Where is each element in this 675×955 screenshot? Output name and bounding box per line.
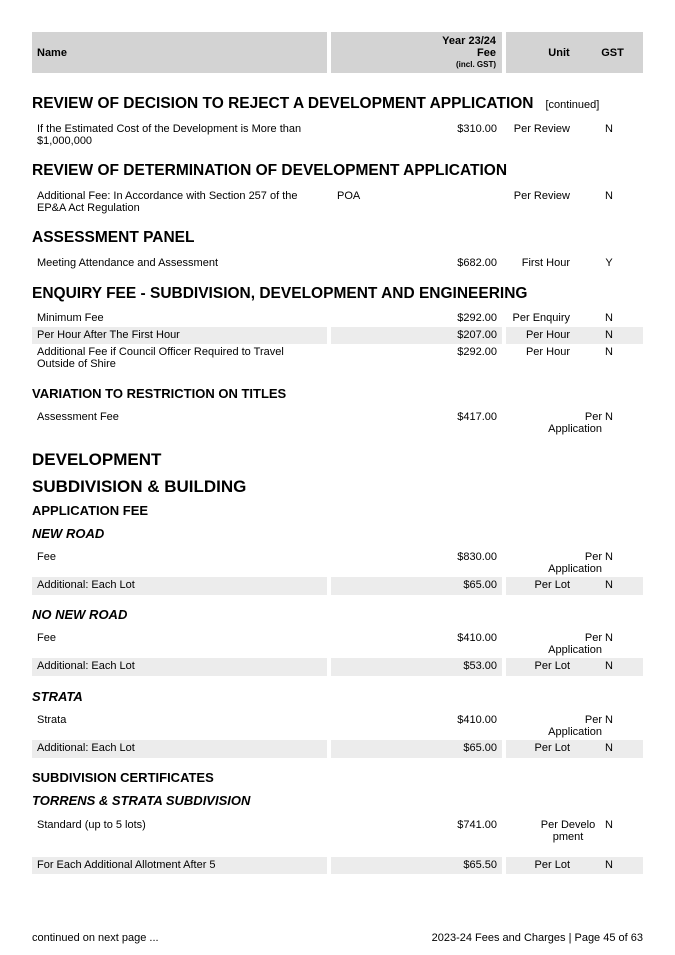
row-name: Additional: Each Lot <box>37 660 135 672</box>
row-unit: Per Application <box>548 714 602 738</box>
row-name: Additional: Each Lot <box>37 579 135 591</box>
table-row <box>32 121 643 149</box>
table-row <box>32 344 643 372</box>
section-no-new-road <box>32 607 127 622</box>
section-title: VARIATION TO RESTRICTION ON TITLES <box>32 386 287 401</box>
table-row <box>32 549 643 577</box>
table-row <box>32 188 643 216</box>
row-fee: $417.00 <box>457 411 497 423</box>
row-name: Standard (up to 5 lots) <box>37 819 146 831</box>
row-gst: N <box>605 579 613 591</box>
row-unit: Per Review <box>513 123 570 135</box>
row-fee: $65.00 <box>463 579 497 591</box>
table-row <box>32 409 643 437</box>
section-title: SUBDIVISION CERTIFICATES <box>32 770 214 785</box>
header-name-label: Name <box>37 46 67 59</box>
row-name: Additional: Each Lot <box>37 742 135 754</box>
section-review-determination <box>32 162 507 180</box>
row-gst: N <box>605 632 613 644</box>
row-fee: $741.00 <box>457 819 497 831</box>
table-row <box>32 327 643 344</box>
section-enquiry-fee <box>32 285 528 303</box>
row-gst: Y <box>605 257 613 269</box>
row-gst: N <box>605 346 613 358</box>
row-fee: $207.00 <box>457 329 497 341</box>
section-title: ASSESSMENT PANEL <box>32 229 195 246</box>
row-fee: $310.00 <box>457 123 497 135</box>
table-row <box>32 658 643 676</box>
row-gst: N <box>605 660 613 672</box>
table-row <box>32 310 643 327</box>
row-gst: N <box>605 329 613 341</box>
row-unit: Per Application <box>548 632 602 656</box>
row-name: Fee <box>37 551 56 563</box>
section-assessment-panel <box>32 229 195 247</box>
row-fee: $682.00 <box>457 257 497 269</box>
row-name: Per Hour After The First Hour <box>37 329 180 341</box>
header-fee <box>331 32 502 73</box>
continued-label: [continued] <box>545 99 600 111</box>
header-gst <box>582 32 643 73</box>
table-row <box>32 740 643 758</box>
row-name: For Each Additional Allotment After 5 <box>37 859 216 871</box>
footer-page-info: 2023-24 Fees and Charges | Page 45 of 63 <box>431 932 643 944</box>
row-fee: $410.00 <box>457 632 497 644</box>
section-title: ENQUIRY FEE - SUBDIVISION, DEVELOPMENT AND ENGINEERING <box>32 285 528 302</box>
row-fee: $410.00 <box>457 714 497 726</box>
table-row <box>32 857 643 874</box>
header-fee-line3: (incl. GST) <box>456 59 496 69</box>
section-variation <box>32 386 286 401</box>
section-title: STRATA <box>32 689 83 704</box>
row-unit: Per Lot <box>534 660 570 672</box>
row-fee: $65.00 <box>463 742 497 754</box>
section-torrens-strata <box>32 793 250 808</box>
row-unit: Per Development <box>540 819 596 843</box>
row-unit: Per Enquiry <box>512 312 570 324</box>
row-gst: N <box>605 714 613 726</box>
section-title: DEVELOPMENT <box>32 450 162 469</box>
header-fee-line1: Year 23/24 <box>442 34 496 47</box>
row-gst: N <box>605 190 613 202</box>
table-row <box>32 577 643 595</box>
section-subdivision-building <box>32 477 246 497</box>
row-gst: N <box>605 123 613 135</box>
row-fee: $830.00 <box>457 551 497 563</box>
section-strata <box>32 689 83 704</box>
row-gst: N <box>605 312 613 324</box>
row-unit: Per Review <box>513 190 570 202</box>
section-title: NO NEW ROAD <box>32 607 128 622</box>
row-unit: Per Lot <box>534 742 570 754</box>
row-unit: Per Hour <box>525 329 570 341</box>
row-fee: $292.00 <box>457 346 497 358</box>
row-name: Strata <box>37 714 67 726</box>
row-gst: N <box>605 859 613 871</box>
row-unit: Per Lot <box>534 859 570 871</box>
section-title: REVIEW OF DECISION TO REJECT A DEVELOPMENT APPLICATION <box>32 95 534 112</box>
row-name: Additional Fee: In Accordance with Section 257 of the EP&A Act Regulation <box>37 190 298 214</box>
header-fee-line2: Fee <box>477 46 496 59</box>
row-name: Fee <box>37 632 56 644</box>
row-fee: $65.50 <box>463 859 497 871</box>
row-name: Minimum Fee <box>37 312 104 324</box>
header-name <box>32 32 327 73</box>
table-row <box>32 817 643 857</box>
header-gst-label: GST <box>601 46 624 59</box>
header-unit <box>506 32 582 73</box>
section-development <box>32 450 161 470</box>
section-subdivision-certificates <box>32 770 214 785</box>
row-gst: N <box>605 742 613 754</box>
section-title: TORRENS & STRATA SUBDIVISION <box>32 793 251 808</box>
row-fee: $53.00 <box>463 660 497 672</box>
row-gst: N <box>605 819 613 831</box>
row-name: Assessment Fee <box>37 411 119 423</box>
row-gst: N <box>605 551 613 563</box>
table-row <box>32 255 643 272</box>
header-unit-label: Unit <box>548 46 570 59</box>
table-row <box>32 712 643 740</box>
row-fee: $292.00 <box>457 312 497 324</box>
section-title: APPLICATION FEE <box>32 503 149 518</box>
row-name: If the Estimated Cost of the Development is More than $1,000,000 <box>37 123 302 147</box>
section-new-road <box>32 526 104 541</box>
section-application-fee <box>32 503 148 518</box>
row-name: Meeting Attendance and Assessment <box>37 257 219 269</box>
row-unit: Per Lot <box>534 579 570 591</box>
row-unit: Per Hour <box>525 346 570 358</box>
row-unit: Per Application <box>548 551 602 575</box>
row-name: Additional Fee if Council Officer Required to Travel Outside of Shire <box>37 346 284 370</box>
footer-continued: continued on next page ... <box>32 932 159 944</box>
row-fee: POA <box>337 190 361 202</box>
section-title: NEW ROAD <box>32 526 105 541</box>
row-unit: Per Application <box>548 411 602 435</box>
table-header <box>32 32 643 73</box>
row-gst: N <box>605 411 613 423</box>
section-review-reject <box>32 95 599 113</box>
section-title: REVIEW OF DETERMINATION OF DEVELOPMENT APPLICATION <box>32 162 508 179</box>
section-title: SUBDIVISION & BUILDING <box>32 477 247 496</box>
table-row <box>32 630 643 658</box>
row-unit: First Hour <box>521 257 570 269</box>
